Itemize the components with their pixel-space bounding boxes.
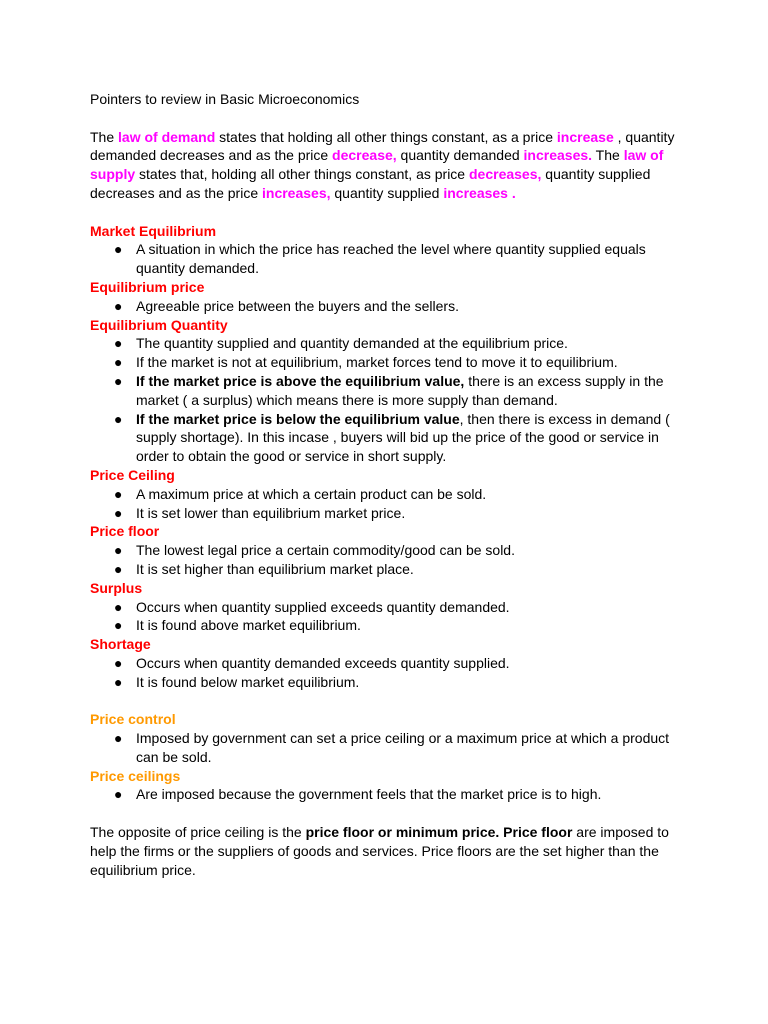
- list-shortage: [90, 654, 680, 692]
- spacer: [90, 804, 680, 823]
- bullet-icon: ●: [114, 241, 123, 258]
- intro-text: quantity supplied: [330, 184, 444, 201]
- closing-paragraph: [90, 823, 680, 879]
- list-surplus: [90, 598, 680, 636]
- list-item-text: Are imposed because the government feels that the market price is to high.: [136, 786, 602, 803]
- list-price-ceiling: [90, 485, 680, 523]
- list-price-ceilings: [90, 785, 680, 804]
- intro-text: quantity demanded: [396, 147, 524, 164]
- bullet-icon: ●: [114, 354, 123, 371]
- list-item: [90, 297, 680, 316]
- bullet-icon: ●: [114, 730, 123, 747]
- spacer: [90, 109, 680, 128]
- list-item: [90, 485, 680, 504]
- list-item-text: Imposed by government can set a price ceiling or a maximum price at which a product can be sold.: [136, 730, 670, 765]
- intro-text: , quantity demanded decreases and as the price: [90, 128, 675, 164]
- list-item: [90, 729, 680, 767]
- list-item: [90, 673, 680, 692]
- list-item-text: The lowest legal price a certain commodity/good can be sold.: [136, 542, 515, 559]
- heading-price-control: Price control: [90, 711, 176, 728]
- closing-text: The opposite of price ceiling is the: [90, 824, 306, 841]
- bullet-icon: ●: [114, 410, 123, 427]
- list-item: [90, 541, 680, 560]
- heading-price-ceiling: Price Ceiling: [90, 466, 175, 483]
- term-increases-3: increases .: [443, 184, 516, 201]
- list-item-text: It is found above market equilibrium.: [136, 617, 361, 634]
- list-item: [90, 598, 680, 617]
- bullet-icon: ●: [114, 598, 123, 615]
- list-item: [90, 654, 680, 673]
- list-item: [90, 616, 680, 635]
- closing-text: are imposed to help the firms or the suppliers of goods and services. Price floors are the set higher than the equilibrium price.: [90, 824, 669, 878]
- document-title: Pointers to review in Basic Microeconomics: [90, 91, 360, 107]
- heading-market-equilibrium: Market Equilibrium: [90, 222, 217, 239]
- list-price-floor: [90, 541, 680, 579]
- list-item-bold-text: If the market price is above the equilibrium value,: [136, 372, 465, 389]
- list-item-text: It is set higher than equilibrium market place.: [136, 560, 414, 577]
- spacer: [90, 692, 680, 711]
- bullet-icon: ●: [114, 372, 123, 389]
- bullet-icon: ●: [114, 654, 123, 671]
- document-body: [90, 90, 680, 879]
- bullet-icon: ●: [114, 560, 123, 577]
- intro-text: The: [592, 147, 624, 164]
- spacer: [90, 203, 680, 222]
- closing-bold-text: price floor or minimum price. Price floor: [305, 824, 573, 841]
- list-item: [90, 353, 680, 372]
- bullet-icon: ●: [114, 542, 123, 559]
- list-item-text: The quantity supplied and quantity demanded at the equilibrium price.: [136, 335, 568, 352]
- list-equilibrium-quantity: [90, 334, 680, 466]
- term-increases: increases.: [523, 147, 593, 164]
- list-market-equilibrium: [90, 240, 680, 278]
- list-item: [90, 410, 680, 466]
- term-increase: increase: [556, 128, 614, 145]
- list-item-bold-text: If the market price is below the equilibrium value: [136, 410, 460, 427]
- intro-text: The: [90, 128, 119, 145]
- intro-text: states that holding all other things constant, as a price: [215, 128, 557, 145]
- list-item-text: , then there is excess in demand ( supply shortage). In this incase , buyers will bid up the price of the good or service in order to obtain the good or service in short supply.: [136, 410, 670, 465]
- list-item: [90, 504, 680, 523]
- bullet-icon: ●: [114, 786, 123, 803]
- intro-text: states that, holding all other things constant, as price: [135, 166, 469, 183]
- intro-paragraph: [90, 128, 680, 203]
- term-law-of-supply: law of supply: [90, 147, 664, 183]
- bullet-icon: ●: [114, 485, 123, 502]
- list-item-text: It is found below market equilibrium.: [136, 673, 360, 690]
- list-item: [90, 334, 680, 353]
- heading-surplus: Surplus: [90, 579, 143, 596]
- bullet-icon: ●: [114, 335, 123, 352]
- heading-price-floor: Price floor: [90, 523, 160, 540]
- list-item-text: It is set lower than equilibrium market price.: [136, 504, 406, 521]
- list-item: [90, 785, 680, 804]
- list-item: [90, 240, 680, 278]
- term-increases-2: increases,: [262, 184, 331, 201]
- term-law-of-demand: law of demand: [118, 128, 216, 145]
- list-equilibrium-price: [90, 297, 680, 316]
- list-item: [90, 372, 680, 410]
- bullet-icon: ●: [114, 617, 123, 634]
- heading-equilibrium-quantity: Equilibrium Quantity: [90, 316, 228, 333]
- list-item-text: If the market is not at equilibrium, market forces tend to move it to equilibrium.: [136, 354, 618, 371]
- list-item-text: A situation in which the price has reached the level where quantity supplied equals quantity demanded.: [136, 241, 646, 277]
- list-item-text: Occurs when quantity supplied exceeds quantity demanded.: [136, 598, 510, 615]
- list-item-text: Occurs when quantity demanded exceeds quantity supplied.: [136, 654, 510, 671]
- list-item: [90, 560, 680, 579]
- bullet-icon: ●: [114, 504, 123, 521]
- bullet-icon: ●: [114, 673, 123, 690]
- heading-shortage: Shortage: [90, 636, 151, 653]
- intro-text: quantity supplied decreases and as the price: [90, 166, 651, 201]
- list-item-text: there is an excess supply in the market ( a surplus) which means there is more supply than demand.: [136, 372, 664, 408]
- bullet-icon: ●: [114, 297, 123, 314]
- heading-equilibrium-price: Equilibrium price: [90, 278, 205, 295]
- heading-price-ceilings: Price ceilings: [90, 767, 181, 784]
- list-item-text: A maximum price at which a certain product can be sold.: [136, 485, 487, 502]
- term-decreases: decreases,: [469, 166, 542, 183]
- term-decrease: decrease,: [332, 147, 397, 164]
- list-item-text: Agreeable price between the buyers and the sellers.: [136, 297, 459, 314]
- list-price-control: [90, 729, 680, 767]
